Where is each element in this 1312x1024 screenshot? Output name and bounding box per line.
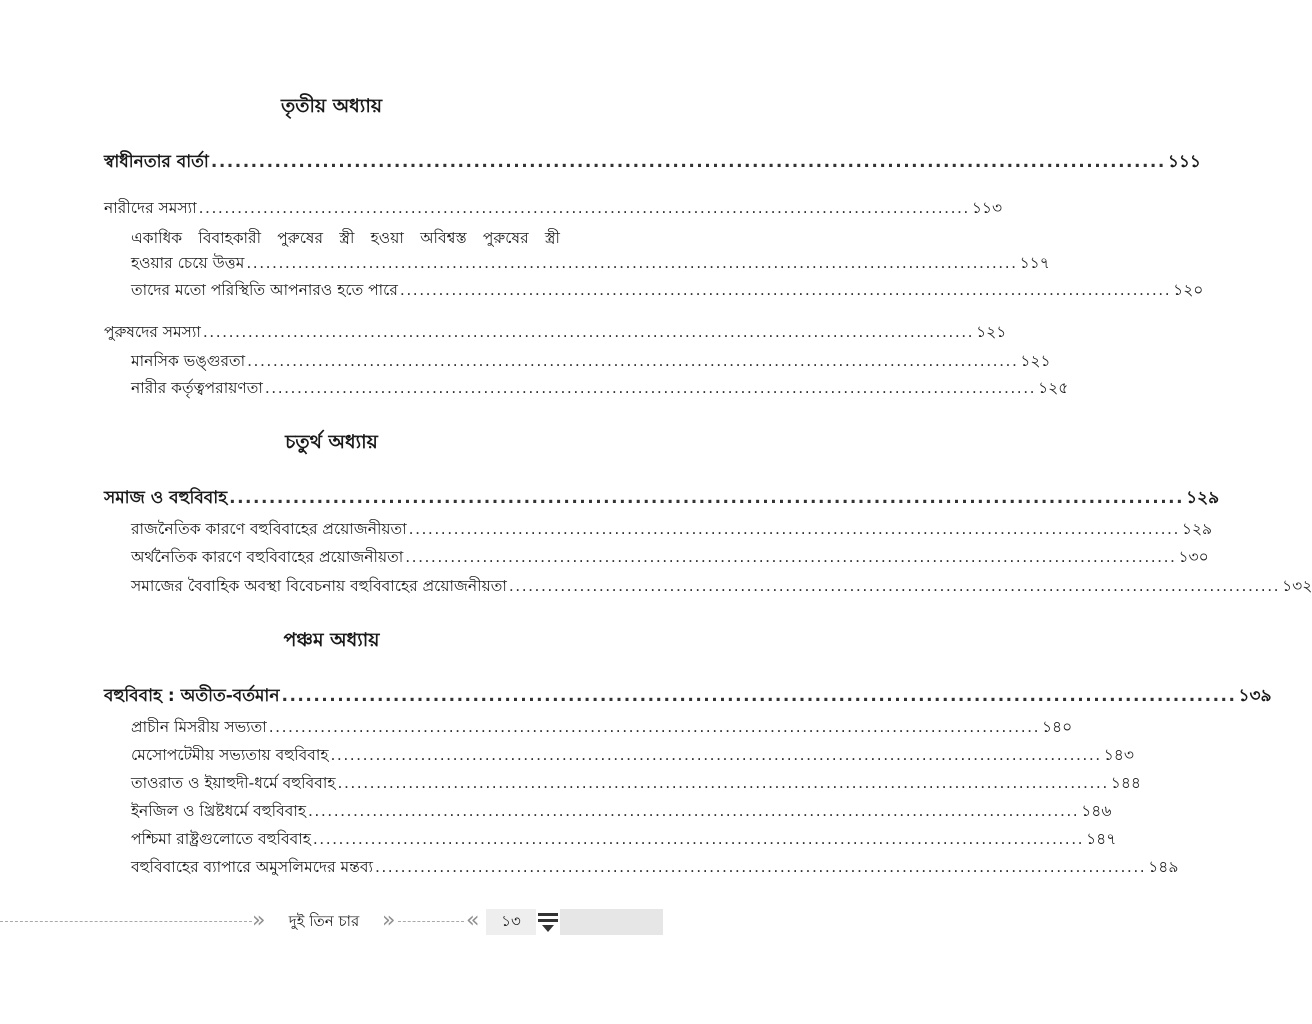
- leader-dots: ........................................................................................................................: [312, 830, 1085, 848]
- entry-title: হওয়ার চেয়ে উত্তম: [131, 254, 245, 272]
- leader-dots: ........................................................................................................................: [210, 152, 1166, 172]
- toc-entry[interactable]: [131, 278, 1204, 302]
- leader-dots: ........................................................................................................................: [246, 254, 1018, 272]
- book-title: দুই তিন চার: [288, 911, 360, 930]
- page-footer: [0, 905, 663, 939]
- toc-entry[interactable]: [131, 827, 1117, 851]
- toc-entry[interactable]: [131, 771, 1141, 795]
- entry-title: বহুবিবাহ : অতীত-বর্তমান: [104, 686, 280, 706]
- leader-dots: ........................................................................................................................: [330, 746, 1102, 764]
- entry-title-line[interactable]: একাধিক বিবাহকারী পুরুষের স্ত্রী হওয়া অবিশ্বস্ত পুরুষের স্ত্রী: [131, 229, 560, 247]
- toc-entry[interactable]: [104, 684, 1272, 708]
- entry-page-number: ১২৯: [1181, 520, 1213, 538]
- entry-title: মেসোপটেমীয় সভ্যতায় বহুবিবাহ: [131, 746, 329, 764]
- entry-title: মানসিক ভঙ্গুরতা: [131, 352, 246, 370]
- leader-dots: ........................................................................................................................: [307, 802, 1080, 820]
- toc-entry[interactable]: [104, 320, 1007, 344]
- entry-title: রাজনৈতিক কারণে বহুবিবাহের প্রয়োজনীয়তা: [131, 520, 407, 538]
- leader-dots: ........................................................................................................................: [281, 686, 1237, 706]
- leader-dots: ........................................................................................................................: [399, 281, 1172, 299]
- toc-entry[interactable]: [104, 486, 1220, 510]
- entry-title: তাওরাত ও ইয়াহুদী-ধর্মে বহুবিবাহ: [131, 774, 336, 792]
- leader-dots: ........................................................................................................................: [508, 577, 1281, 595]
- entry-page-number: ১১৩: [971, 199, 1003, 217]
- toc-entry[interactable]: [131, 743, 1134, 767]
- entry-title: স্বাধীনতার বার্তা: [104, 152, 209, 172]
- entry-page-number: ১৩০: [1178, 548, 1209, 566]
- entry-title: নারীর কর্তৃত্বপরায়ণতা: [131, 379, 263, 397]
- publisher-logo-icon: [536, 909, 560, 935]
- entry-page-number: ১৪৭: [1086, 830, 1117, 848]
- toc-entry[interactable]: [131, 715, 1073, 739]
- toc-entry[interactable]: [131, 855, 1179, 879]
- entry-page-number: ১১১: [1167, 152, 1201, 172]
- chevron-right-icon: »: [252, 908, 266, 933]
- chapter-heading: তৃতীয় অধ্যায়: [280, 95, 383, 117]
- leader-dots: ........................................................................................................................: [198, 199, 970, 217]
- entry-title: প্রাচীন মিসরীয় সভ্যতা: [131, 718, 267, 736]
- entry-page-number: ১২১: [1020, 352, 1051, 370]
- entry-title: সমাজ ও বহুবিবাহ: [104, 488, 228, 508]
- entry-page-number: ১২১: [976, 323, 1007, 341]
- leader-dots: ........................................................................................................................: [408, 520, 1180, 538]
- chapter-heading: চতুর্থ অধ্যায়: [285, 431, 378, 453]
- toc-entry[interactable]: [131, 251, 1050, 275]
- footer-rule-right: [398, 921, 464, 922]
- leader-dots: ........................................................................................................................: [264, 379, 1037, 397]
- entry-title: পশ্চিমা রাষ্ট্রগুলোতে বহুবিবাহ: [131, 830, 311, 848]
- leader-dots: ........................................................................................................................: [337, 774, 1109, 792]
- entry-title: অর্থনৈতিক কারণে বহুবিবাহের প্রয়োজনীয়তা: [131, 548, 404, 566]
- entry-page-number: ১২৯: [1186, 488, 1220, 508]
- entry-page-number: ১৩৯: [1238, 686, 1272, 706]
- entry-title: সমাজের বৈবাহিক অবস্থা বিবেচনায় বহুবিবাহের প্রয়োজনীয়তা: [131, 577, 507, 595]
- footer-rule-left: [0, 921, 252, 922]
- entry-title: ইনজিল ও খ্রিষ্টধর্মে বহুবিবাহ: [131, 802, 306, 820]
- entry-page-number: ১৩২: [1282, 577, 1312, 595]
- entry-title: নারীদের সমস্যা: [104, 199, 197, 217]
- leader-dots: ........................................................................................................................: [229, 488, 1185, 508]
- entry-title: তাদের মতো পরিস্থিতি আপনারও হতে পারে: [131, 281, 398, 299]
- entry-page-number: ১২০: [1173, 281, 1204, 299]
- leader-dots: ........................................................................................................................: [405, 548, 1177, 566]
- entry-page-number: ১৪৪: [1110, 774, 1141, 792]
- chapter-heading: পঞ্চম অধ্যায়: [283, 629, 380, 651]
- toc-entry[interactable]: [131, 349, 1051, 373]
- footer-grey-bar: [560, 909, 663, 935]
- toc-entry[interactable]: [131, 517, 1213, 541]
- toc-entry[interactable]: [104, 150, 1201, 174]
- toc-entry[interactable]: [131, 376, 1069, 400]
- entry-title: পুরুষদের সমস্যা: [104, 323, 201, 341]
- chevron-right-icon: »: [382, 908, 396, 933]
- leader-dots: ........................................................................................................................: [202, 323, 975, 341]
- toc-entry[interactable]: [131, 545, 1209, 569]
- entry-page-number: ১১৭: [1019, 254, 1050, 272]
- toc-entry[interactable]: [131, 799, 1112, 823]
- leader-dots: ........................................................................................................................: [247, 352, 1019, 370]
- toc-entry[interactable]: [104, 196, 1003, 220]
- entry-page-number: ১৪০: [1042, 718, 1073, 736]
- leader-dots: ........................................................................................................................: [268, 718, 1040, 736]
- entry-page-number: ১২৫: [1038, 379, 1069, 397]
- chevron-left-icon: «: [466, 908, 480, 933]
- entry-title: বহুবিবাহের ব্যাপারে অমুসলিমদের মন্তব্য: [131, 858, 373, 876]
- toc-entry[interactable]: [131, 574, 1312, 598]
- entry-page-number: ১৪৩: [1103, 746, 1134, 764]
- leader-dots: ........................................................................................................................: [374, 858, 1147, 876]
- entry-page-number: ১৪৬: [1081, 802, 1112, 820]
- page-number: ১৩: [486, 909, 536, 935]
- entry-page-number: ১৪৯: [1148, 858, 1179, 876]
